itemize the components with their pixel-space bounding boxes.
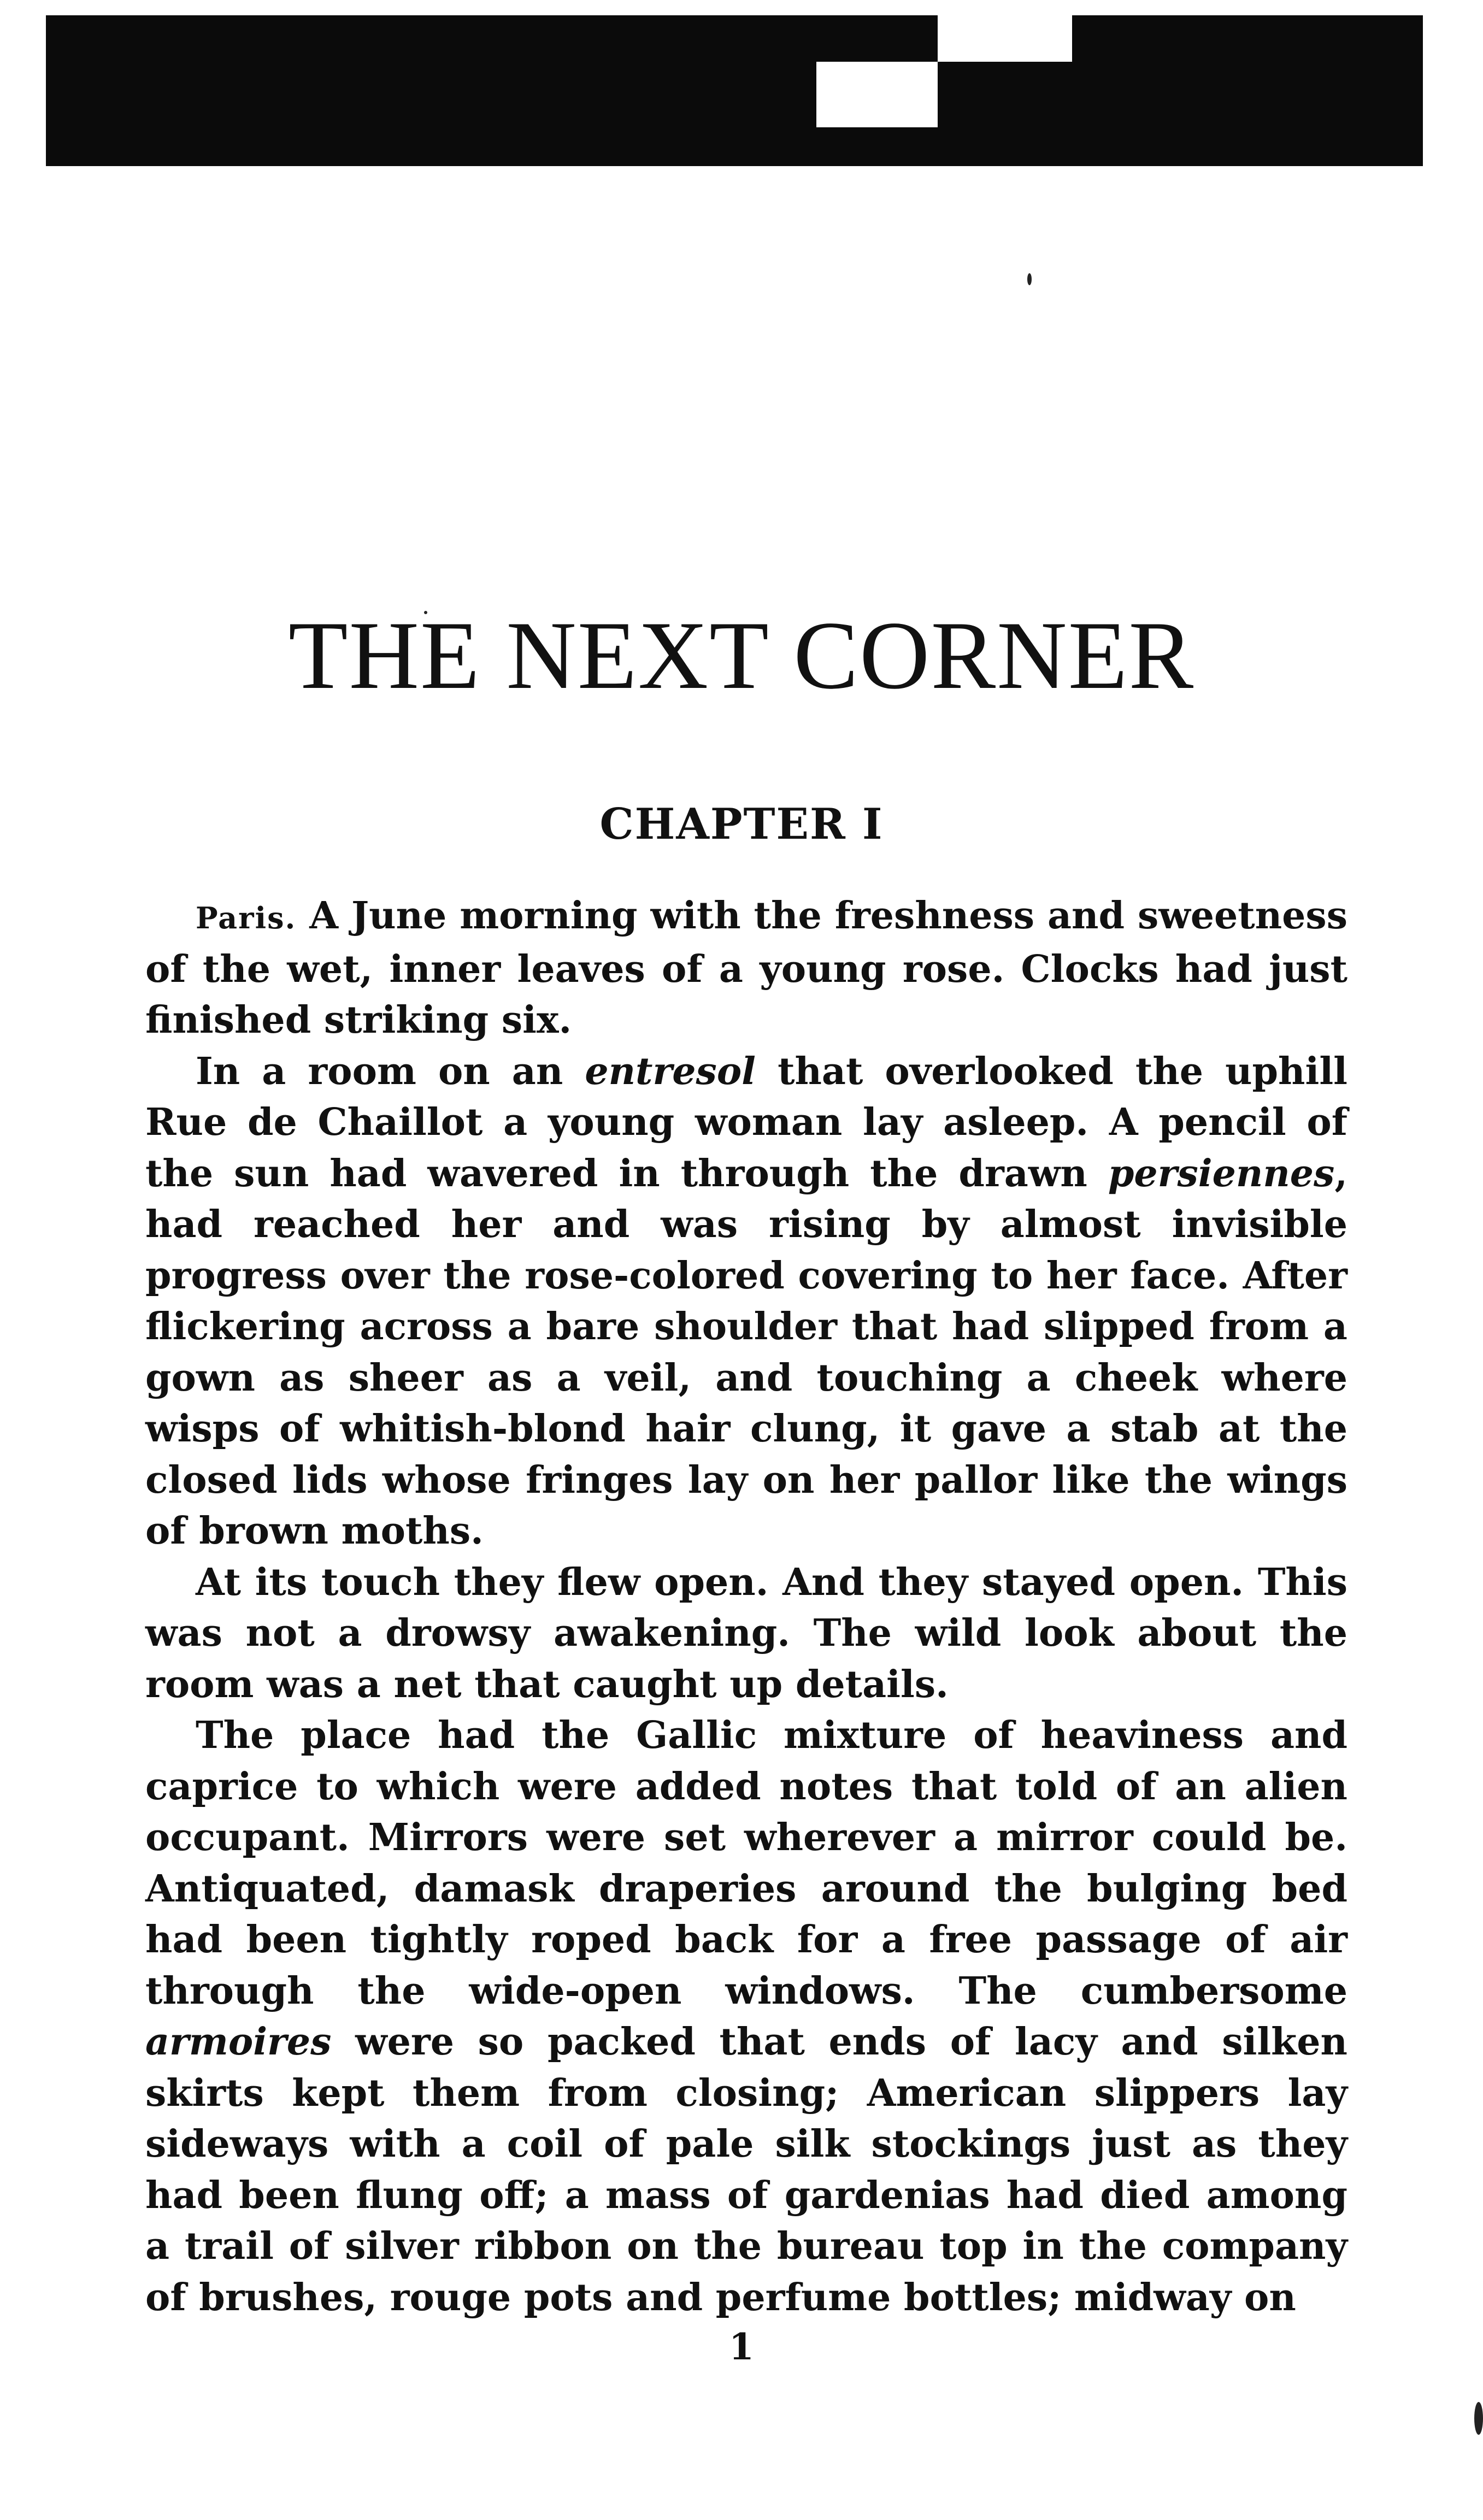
paragraph [145, 1046, 1347, 1557]
paragraph [145, 1710, 1347, 2323]
scan-speck [1027, 273, 1032, 285]
scan-edge-gap [938, 15, 1072, 62]
paragraph-text: were so packed that ends of lacy and silken skirts kept them from closing; American slippers lay sideways with a coil of pale silk stockings just as they had been flung off; a mass of gardenias had died among a trail of silver ribbon on the bureau top in the company of brushes, rouge pots and perfume bottles; midway on [145, 2020, 1347, 2319]
scan-edge-gap-lower [816, 62, 938, 127]
paragraph [145, 1557, 1347, 1711]
italic-word: entresol [585, 1049, 756, 1093]
paragraph-text: that overlooked the uphill Rue de Chaillot a young woman lay asleep. A pencil of the sun had wavered in through the drawn [145, 1049, 1347, 1196]
paragraph-text: In a room on an [196, 1049, 585, 1093]
paragraph-text: At its touch they flew open. And they stayed open. This was not a drowsy awakening. The wild look about the room was a net that caught up details. [145, 1560, 1347, 1706]
italic-word: persiennes [1108, 1151, 1335, 1196]
body-text [145, 891, 1347, 2323]
scan-edge-black-bar [46, 15, 1423, 166]
chapter-heading: CHAPTER I [599, 799, 884, 849]
paragraph-text: A June morning with the freshness and sweetness of the wet, inner leaves of a young rose. Clocks had just finished striking six. [145, 894, 1347, 1042]
italic-word: armoires [145, 2020, 332, 2064]
scan-speck [1474, 2402, 1483, 2435]
paragraph-text: , had reached her and was rising by almost invisible progress over the rose-colored covering to her face. After flickering across a bare shoulder that had slipped from a gown as sheer as a veil, and touching a cheek where wisps of whitish-blond hair clung, it gave a stab at the closed lids whose fringes lay on her pallor like the wings of brown moths. [145, 1151, 1347, 1553]
paragraph [145, 891, 1347, 1046]
page-number: 1 [729, 2325, 754, 2368]
paragraph-text: The place had the Gallic mixture of heaviness and caprice to which were added notes that told of an alien occupant. Mirrors were set wherever a mirror could be. Antiquated, damask draperies around the bulging bed had been tightly roped back for a free passage of air through the wide-open windows. The cumbersome [145, 1714, 1347, 2013]
place-name-smallcaps: Paris. [196, 900, 297, 935]
book-title: THE NEXT CORNER [288, 601, 1195, 709]
